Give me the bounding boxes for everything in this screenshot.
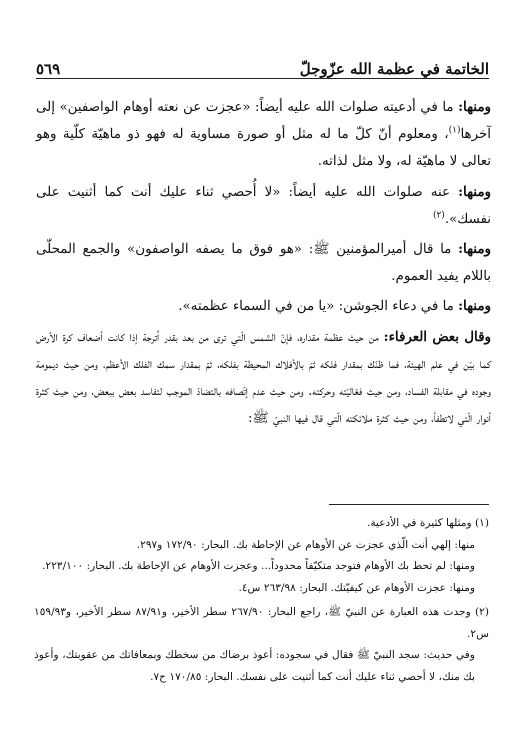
- footnote: (٢) وجدت هذه العبارة عن النبيّ ﷺ، راجع البحار: ٢٦٧/٩٠ سطر الأخير، و٨٧/٩١ سطر الأخير، و١٥٩/٩٣ س٢.: [34, 606, 490, 640]
- footnote-divider: [329, 504, 489, 505]
- footnote-line: منها: إلهي أنت الّذي عجزت عن الأوهام عن الإحاطة بك. البحار: ١٧٢/٩٠ و٢٩٧.: [136, 538, 475, 551]
- footnote-ref: (٢): [432, 210, 445, 221]
- paragraph-lead: ومنها:: [458, 241, 491, 258]
- footnotes: [34, 513, 489, 688]
- paragraph-text: ما قال أميرالمؤمنين ﷺ: «هو فوق ما يصفه الواصفون» والجمع المحلّى باللام يفيد العموم.: [36, 242, 491, 285]
- paragraph-rest: ، ومعلوم أنّ كلّ ما له مثل أو صورة مساوية له فهو ذو ماهيّة كلّية وهو تعالى لا ماهيّة له، ولا مثل لذاته.: [36, 127, 491, 170]
- paragraph: [36, 324, 491, 433]
- footnote-ref: (١): [448, 125, 461, 136]
- paragraph-text: عنه صلوات الله عليه أيضاً: «لا أُحصي ثناء عليك أنت كما أثنيت على نفسك».: [36, 184, 491, 227]
- page-number: ٥٦٩: [36, 60, 61, 78]
- paragraph-text: ما في دعاء الجوشن: «يا من في السماء عظمته».: [178, 299, 459, 315]
- paragraph: [36, 236, 491, 290]
- paragraph-text: ما في أدعيته صلوات الله عليه أيضاً: «عجزت عن نعته أوهام الواصفين» إلى آخرها: [36, 100, 491, 143]
- paragraph-lead: ومنها:: [458, 183, 491, 200]
- running-header: [36, 52, 489, 79]
- paragraph: [36, 94, 491, 176]
- footnote-line: ومنها: عجزت الأوهام عن كيفيّتك. البحار: ٢٦٣/٩٨ س٤.: [238, 581, 475, 594]
- paragraph: [36, 179, 491, 233]
- paragraph-text: من حيث عظمة مقداره، فإنّ الشمس الّتي ترى من بعد بقدر اُترجة إذا كانت أضعاف كرة الأرض كما بيّن في علم الهيئة، فما ظنّك بمقدار فلكه ثمّ بالأفلاك المحيطة بفلكه، ثمّ بمقدار سمك الفلك الأعظم، ومن حيث ديمومة وجوده في مقابلة الفساد، ومن حيث فعّاليّته وحركته. ومن حيث عدم إتّصافه بالتضادّ الموجب لتفاسد بعض ببعض، ومن حيث كثرة أنوار الّتي لاتطفأ، ومن حيث كثرة ملائكته الّتي قال فيها النبيّ ﷺ:: [36, 329, 491, 427]
- footnote-line: وفي حديث: سجد النبيّ ﷺ فقال في سجوده: أعوذ برضاك من سخطك وبمعافاتك من عقوبتك، وأعوذ بك منك، لا أحصي ثناء عليك أنت كما أثنيت على نفسك. البحار: ١٧٠/٨٥ ح٧.: [34, 649, 475, 683]
- header-title: الخاتمة في عظمة الله عزّوجلّ: [299, 60, 489, 78]
- paragraph: [36, 293, 491, 320]
- footnote: (١) ومثلها كثيرة في الأدعية.: [366, 517, 489, 529]
- paragraph-lead: ومنها:: [458, 298, 491, 315]
- paragraph-lead: ومنها:: [458, 99, 491, 115]
- paragraph-lead: وقال بعض العرفاء:: [383, 328, 491, 345]
- main-text: [36, 94, 491, 432]
- footnote-line: ومنها: لم تحط بك الأوهام فتوجد متكيّفاً محدوداً... وعجزت الأوهام عن الإحاطة بك. البحار: ٢٢٣/١٠٠.: [42, 560, 475, 572]
